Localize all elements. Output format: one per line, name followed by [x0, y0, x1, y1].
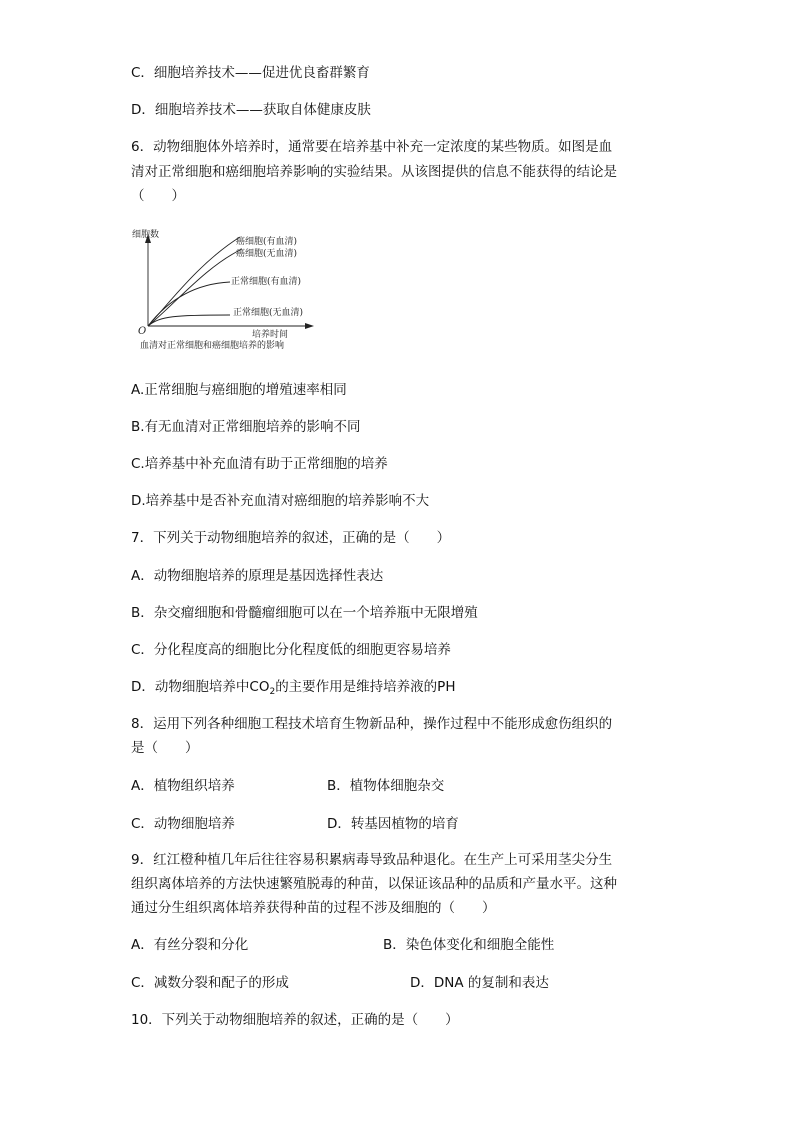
q8-stem-line1: 8．运用下列各种细胞工程技术培育生物新品种，操作过程中不能形成愈伤组织的: [131, 716, 613, 732]
q6-option-a: A.正常细胞与癌细胞的增殖速率相同: [131, 382, 347, 398]
q6-option-d: D.培养基中是否补充血清对癌细胞的培养影响不大: [131, 493, 430, 509]
q7-option-d-sub: 2: [269, 687, 276, 697]
q7-stem: 7．下列关于动物细胞培养的叙述，正确的是（ ）: [131, 530, 451, 546]
curve-normal-without-serum: [148, 315, 230, 326]
legend-normal-with-serum: 正常细胞(有血清): [231, 277, 302, 287]
q8-stem-line2: 是（ ）: [131, 740, 199, 756]
x-axis-arrow: [305, 323, 314, 329]
q9-option-b: B．染色体变化和细胞全能性: [383, 937, 555, 953]
q8-option-a: A．植物组织培养: [131, 778, 235, 794]
q5-option-c: C．细胞培养技术——促进优良畜群繁育: [131, 65, 370, 81]
legend-cancer-without-serum: 癌细胞(无血清): [236, 249, 298, 259]
x-axis-label: 培养时间: [252, 330, 289, 340]
q8-option-c: C．动物细胞培养: [131, 816, 235, 832]
q7-option-d-post: 的主要作用是维持培养液的PH: [275, 679, 456, 695]
serum-effect-chart: [130, 222, 330, 357]
curve-cancer-with-serum: [148, 237, 240, 326]
curve-cancer-without-serum: [148, 249, 242, 326]
q9-option-a: A．有丝分裂和分化: [131, 937, 249, 953]
q6-stem-line1: 6．动物细胞体外培养时，通常要在培养基中补充一定浓度的某些物质。如图是血: [131, 139, 613, 155]
origin-label: O: [138, 326, 147, 337]
q8-option-b: B．植物体细胞杂交: [327, 778, 445, 794]
legend-normal-without-serum: 正常细胞(无血清): [233, 308, 304, 318]
q7-option-a: A．动物细胞培养的原理是基因选择性表达: [131, 568, 384, 584]
y-axis-label: 细胞数: [132, 230, 160, 240]
q8-option-d: D．转基因植物的培育: [327, 816, 459, 832]
chart-caption: 血清对正常细胞和癌细胞培养的影响: [140, 341, 285, 351]
legend-cancer-with-serum: 癌细胞(有血清): [236, 237, 298, 247]
q7-option-d-pre: D．动物细胞培养中CO: [131, 679, 270, 695]
q9-option-d: D．DNA 的复制和表达: [410, 975, 549, 991]
q7-option-c: C．分化程度高的细胞比分化程度低的细胞更容易培养: [131, 642, 451, 658]
q9-stem-line1: 9．红江橙种植几年后往往容易积累病毒导致品种退化。在生产上可采用茎尖分生: [131, 852, 613, 868]
q6-stem-line3: （ ）: [131, 188, 185, 204]
q9-stem-line2: 组织离体培养的方法快速繁殖脱毒的种苗，以保证该品种的品质和产量水平。这种: [131, 876, 617, 892]
q10-stem: 10．下列关于动物细胞培养的叙述，正确的是（ ）: [131, 1012, 459, 1028]
q7-option-b: B．杂交瘤细胞和骨髓瘤细胞可以在一个培养瓶中无限增殖: [131, 605, 478, 621]
q9-option-c: C．减数分裂和配子的形成: [131, 975, 289, 991]
q6-option-c: C.培养基中补充血清有助于正常细胞的培养: [131, 456, 388, 472]
q6-stem-line2: 清对正常细胞和癌细胞培养影响的实验结果。从该图提供的信息不能获得的结论是: [131, 164, 617, 180]
q9-stem-line3: 通过分生组织离体培养获得种苗的过程不涉及细胞的（ ）: [131, 900, 496, 916]
q7-option-d: [131, 677, 455, 702]
q5-option-d: D．细胞培养技术——获取自体健康皮肤: [131, 102, 371, 118]
q6-option-b: B.有无血清对正常细胞培养的影响不同: [131, 419, 361, 435]
